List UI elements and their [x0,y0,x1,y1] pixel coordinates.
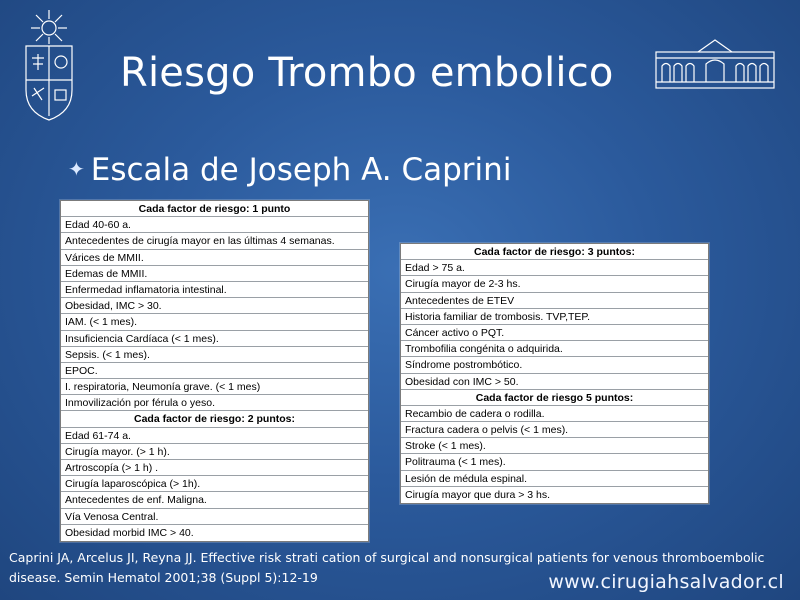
table-row: Antecedentes de ETEV [401,293,708,309]
university-crest-icon [18,8,80,124]
table-row: Fractura cadera o pelvis (< 1 mes). [401,422,708,438]
table-header-row: Cada factor de riesgo: 1 punto [61,201,368,217]
table-row: Antecedentes de cirugía mayor en las últimas 4 semanas. [61,233,368,249]
table-row: Insuficiencia Cardíaca (< 1 mes). [61,331,368,347]
table-row: Edad > 75 a. [401,260,708,276]
table-row: Cirugía mayor que dura > 3 hs. [405,488,551,501]
table-row: Trombofilia congénita o adquirida. [401,341,708,357]
table-row: Edad 40-60 a. [61,217,368,233]
table-row: Sepsis. (< 1 mes). [61,347,368,363]
table-row: Artroscopía (> 1 h) . [61,460,368,476]
table-header-row: Cada factor de riesgo: 3 puntos: [401,244,708,260]
bullet-item [68,150,511,190]
table-row: Obesidad, IMC > 30. [61,298,368,314]
table-row: Cáncer activo o PQT. [401,325,708,341]
table-row: Edad 61-74 a. [61,428,368,444]
table-header-row: Cada factor de riesgo 5 puntos: [401,390,708,406]
risk-table-3-5-points [400,243,709,504]
sparkle-bullet-icon: ✦ [68,157,85,181]
table-row: EPOC. [61,363,368,379]
hospital-building-icon [654,38,776,90]
website-url: www.cirugiahsalvador.cl [548,571,784,593]
table-row: Cirugía mayor. (> 1 h). [61,444,368,460]
table-row: Cirugía mayor de 2-3 hs. [401,276,708,292]
table-row: Recambio de cadera o rodilla. [401,406,708,422]
table-row: Várices de MMII. [61,250,368,266]
table-row: Cirugía laparoscópica (> 1h). [61,476,368,492]
table-row: IAM. (< 1 mes). [61,314,368,330]
table-row: Antecedentes de enf. Maligna. [61,492,368,508]
table-row: I. respiratoria, Neumonía grave. (< 1 mes) [61,379,368,395]
bullet-text: Escala de Joseph A. Caprini [90,152,512,188]
table-row: Politrauma (< 1 mes). [401,454,708,470]
citation-text: Caprini JA, Arcelus JI, Reyna JJ. Effective risk strati cation of surgical and nonsurgical patients for venous thromboembolic disease. Semin Hematol 2001;38 (Suppl 5):12-19 [9,550,765,585]
table-row: Lesión de médula espinal. [401,471,708,487]
table-row: Obesidad con IMC > 50. [401,374,708,390]
table-header-row: Cada factor de riesgo: 2 puntos: [61,411,368,427]
slide-title: Riesgo Trombo embolico [120,50,614,96]
table-row: Stroke (< 1 mes). [401,438,708,454]
risk-table-1-2-points [60,200,369,542]
table-row: Obesidad morbid IMC > 40. [65,526,194,539]
table-row: Edemas de MMII. [61,266,368,282]
table-row: Enfermedad inflamatoria intestinal. [61,282,368,298]
table-row: Inmovilización por férula o yeso. [61,395,368,411]
table-row: Vía Venosa Central. [61,509,368,525]
table-row: Historia familiar de trombosis. TVP,TEP. [401,309,708,325]
table-row: Síndrome postrombótico. [401,357,708,373]
